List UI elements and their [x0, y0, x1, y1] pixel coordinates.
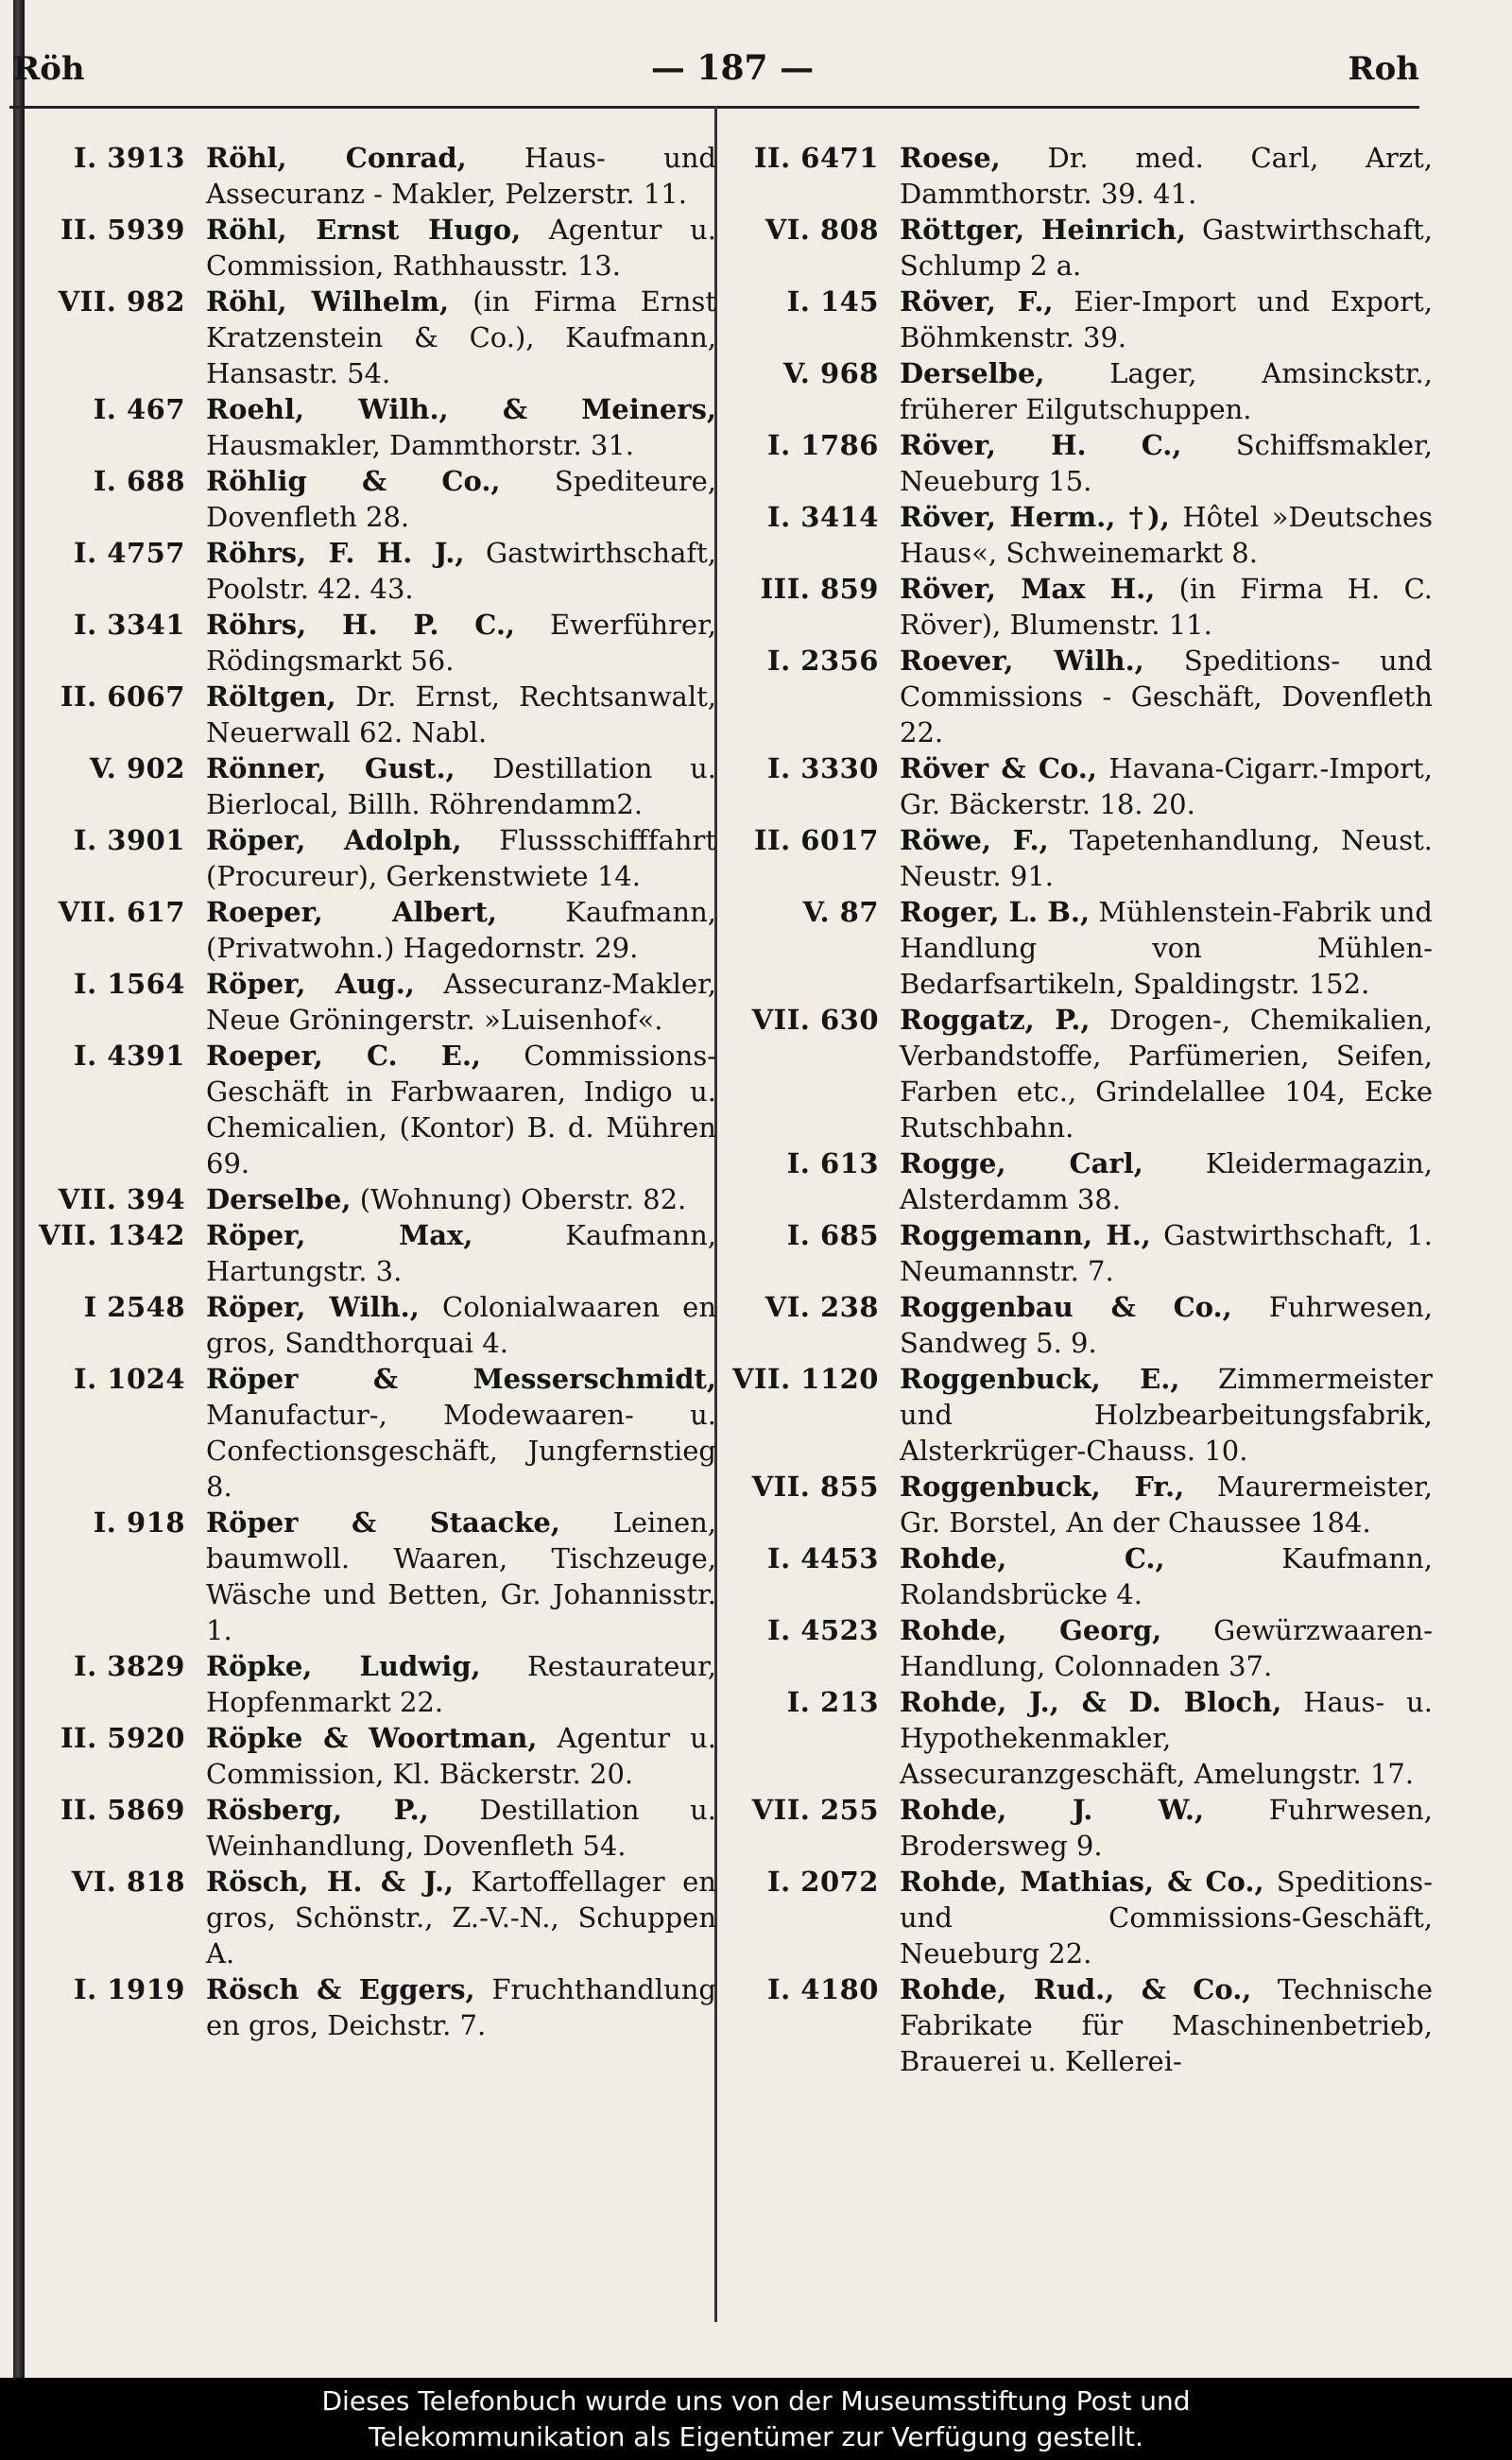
entry-name: Rösch & Eggers,	[206, 1973, 475, 2005]
entry-text	[900, 212, 1433, 284]
entry-text	[900, 571, 1433, 643]
left-column	[17, 140, 716, 2043]
directory-entry	[726, 571, 1433, 643]
entry-name: Röper & Staacke,	[206, 1506, 560, 1539]
entry-details: (Wohnung) Oberstr. 82.	[351, 1183, 687, 1215]
entry-details: Speditions- und Commissions - Geschäft, Dovenfleth 22.	[900, 645, 1433, 748]
entry-details: Mühlenstein-Fabrik und Handlung von Mühlen-Bedarfsartikeln, Spaldingstr. 152.	[900, 896, 1433, 1000]
entry-details: Havana-Cigarr.-Import, Gr. Bäckerstr. 18. 20.	[900, 752, 1433, 820]
entry-details: Dr. Ernst, Rechtsanwalt, Neuerwall 62. Nabl.	[206, 680, 716, 748]
directory-entry	[17, 679, 716, 750]
entry-name: Röttger, Heinrich,	[900, 214, 1187, 246]
directory-entry	[17, 391, 716, 463]
directory-entry	[726, 822, 1433, 894]
entry-details: Gastwirthschaft, 1. Neumannstr. 7.	[900, 1219, 1433, 1287]
entry-details: Kaufmann, Rolandsbrücke 4.	[900, 1542, 1433, 1610]
entry-name: Röltgen,	[206, 680, 336, 713]
directory-entry	[726, 1145, 1433, 1217]
entry-details: Fuhrwesen, Brodersweg 9.	[900, 1794, 1433, 1862]
entry-name: Rohde, J. W.,	[900, 1794, 1205, 1826]
entry-text	[206, 1720, 716, 1792]
directory-entry	[17, 750, 716, 822]
directory-entry	[726, 427, 1433, 499]
phone-number: I. 688	[93, 465, 185, 497]
entry-text	[206, 607, 716, 679]
entry-name: Derselbe,	[900, 357, 1045, 389]
directory-entry	[726, 643, 1433, 750]
entry-details: Gewürzwaaren-Handlung, Colonnaden 37.	[900, 1614, 1433, 1682]
entry-text	[900, 894, 1433, 1002]
entry-details: Colonialwaaren en gros, Sandthorquai 4.	[206, 1291, 716, 1359]
entry-text	[206, 1361, 716, 1505]
entry-text	[206, 750, 716, 822]
entry-name: Derselbe,	[206, 1183, 352, 1215]
directory-entry	[17, 212, 716, 284]
directory-entry	[726, 1612, 1433, 1684]
directory-entry	[726, 1217, 1433, 1289]
directory-entry	[726, 1469, 1433, 1540]
entry-text	[900, 643, 1433, 750]
phone-number: I. 3330	[767, 752, 879, 784]
directory-entry	[17, 140, 716, 212]
directory-entry	[17, 966, 716, 1038]
directory-entry	[726, 140, 1433, 212]
directory-entry	[726, 894, 1433, 1002]
entry-name: Röhrs, H. P. C.,	[206, 609, 516, 641]
entry-details: Kleidermagazin, Alsterdamm 38.	[900, 1147, 1433, 1215]
footer-line-2: Telekommunikation als Eigentümer zur Verfügung gestellt.	[369, 2421, 1143, 2452]
entry-text	[900, 427, 1433, 499]
phone-number: I. 4180	[767, 1973, 879, 2005]
entry-name: Rösch, H. & J.,	[206, 1866, 455, 1898]
entry-name: Röper, Adolph,	[206, 824, 462, 856]
phone-number: VII. 855	[751, 1471, 879, 1503]
phone-number: I. 4391	[74, 1040, 185, 1072]
directory-entry	[726, 1002, 1433, 1145]
entry-details: Flussschifffahrt (Procureur), Gerkenstwiete 14.	[206, 824, 716, 892]
entry-text	[900, 1289, 1433, 1361]
entry-details: Commissions-Geschäft in Farbwaaren, Indigo u. Chemicalien, (Kontor) B. d. Mühren 69.	[206, 1040, 716, 1179]
entry-name: Roggenbuck, E.,	[900, 1363, 1180, 1395]
directory-entry	[726, 1971, 1433, 2079]
entry-details: Agentur u. Commission, Kl. Bäckerstr. 20.	[206, 1722, 717, 1790]
directory-entry	[726, 1864, 1433, 1971]
entry-details: Haus- und Assecuranz - Makler, Pelzerstr. 11.	[206, 142, 716, 210]
entry-details: Speditions- und Commissions-Geschäft, Neueburg 22.	[900, 1866, 1433, 1970]
entry-text	[900, 1145, 1433, 1217]
directory-entry	[17, 1289, 716, 1361]
entry-name: Roggemann, H.,	[900, 1219, 1151, 1251]
entry-details: Technische Fabrikate für Maschinenbetrieb, Brauerei u. Kellerei-	[900, 1973, 1433, 2077]
phone-number: VII. 982	[58, 285, 185, 318]
entry-name: Röpke, Ludwig,	[206, 1650, 481, 1682]
directory-entry	[17, 1217, 716, 1289]
phone-number: II. 6017	[753, 824, 879, 856]
entry-name: Röver, Max H.,	[900, 573, 1156, 605]
header-left-keyword: Röh	[13, 50, 85, 88]
phone-number: I. 1024	[74, 1363, 185, 1395]
entry-name: Roese,	[900, 142, 1001, 174]
phone-number: VII. 630	[751, 1004, 879, 1036]
phone-number: II. 6471	[753, 142, 879, 174]
phone-number: VII. 1342	[38, 1219, 185, 1251]
entry-text	[900, 140, 1433, 212]
entry-details: Lager, Amsinckstr., früherer Eilgutschuppen.	[900, 357, 1433, 425]
phone-number: I. 3414	[767, 501, 879, 533]
phone-number: I. 3913	[74, 142, 185, 174]
entry-details: Destillation u. Bierlocal, Billh. Röhrendamm2.	[206, 752, 716, 820]
entry-text	[206, 1505, 716, 1648]
entry-text	[900, 499, 1433, 571]
entry-text	[206, 894, 716, 966]
entry-text	[900, 1361, 1433, 1469]
directory-entry	[17, 1505, 716, 1648]
entry-details: Eier-Import und Export, Böhmkenstr. 39.	[900, 285, 1433, 353]
entry-name: Röhrs, F. H. J.,	[206, 537, 465, 569]
entry-text	[206, 463, 716, 535]
entry-text	[206, 679, 716, 750]
phone-number: I. 3901	[74, 824, 185, 856]
phone-number: I. 685	[786, 1219, 879, 1251]
entry-text	[900, 1217, 1433, 1289]
entry-name: Roeper, Albert,	[206, 896, 498, 928]
entry-text	[900, 750, 1433, 822]
page-header	[0, 43, 1512, 99]
entry-name: Rohde, C.,	[900, 1542, 1165, 1574]
directory-entry	[726, 1289, 1433, 1361]
entry-name: Roggatz, P.,	[900, 1004, 1091, 1036]
entry-name: Roeper, C. E.,	[206, 1040, 482, 1072]
phone-number: VI. 238	[765, 1291, 879, 1323]
entry-details: Drogen-, Chemikalien, Verbandstoffe, Parfümerien, Seifen, Farben etc., Grindelallee 104, Ecke Rutschbahn.	[900, 1004, 1434, 1144]
phone-number: VI. 808	[765, 214, 879, 246]
page-number: — 187 —	[650, 48, 815, 88]
entry-details: Manufactur-, Modewaaren- u. Confectionsgeschäft, Jungfernstieg 8.	[206, 1399, 716, 1503]
entry-name: Röper, Aug.,	[206, 968, 415, 1000]
entry-details: Agentur u. Commission, Rathhausstr. 13.	[206, 214, 716, 282]
entry-name: Rohde, Mathias, & Co.,	[900, 1866, 1264, 1898]
entry-name: Röver, Herm., †),	[900, 501, 1170, 533]
phone-number: I. 467	[93, 393, 185, 425]
entry-name: Rohde, J., & D. Bloch,	[900, 1686, 1282, 1718]
entry-text	[206, 1792, 716, 1864]
directory-entry	[726, 499, 1433, 571]
entry-name: Röver & Co.,	[900, 752, 1097, 784]
directory-entry	[17, 535, 716, 607]
directory-entry	[17, 463, 716, 535]
entry-text	[206, 391, 716, 463]
directory-entry	[726, 212, 1433, 284]
entry-name: Röhl, Ernst Hugo,	[206, 214, 522, 246]
directory-entry	[726, 1361, 1433, 1469]
entry-text	[900, 1002, 1433, 1145]
entry-text	[900, 355, 1433, 427]
entry-text	[206, 1289, 716, 1361]
entry-text	[900, 1971, 1433, 2079]
entry-name: Röper, Wilh.,	[206, 1291, 420, 1323]
entry-text	[206, 1038, 716, 1181]
phone-number: I. 145	[786, 285, 879, 318]
entry-text	[206, 1971, 716, 2043]
entry-name: Röper, Max,	[206, 1219, 473, 1251]
entry-details: Gastwirthschaft, Schlump 2 a.	[900, 214, 1433, 282]
entry-text	[206, 1864, 716, 1971]
entry-details: Hausmakler, Dammthorstr. 31.	[206, 429, 635, 461]
entry-name: Rohde, Georg,	[900, 1614, 1162, 1646]
directory-entry	[17, 607, 716, 679]
entry-details: Fuhrwesen, Sandweg 5. 9.	[900, 1291, 1433, 1359]
entry-name: Roehl, Wilh., & Meiners,	[206, 393, 716, 425]
directory-entry	[17, 1720, 716, 1792]
footer-line-1: Dieses Telefonbuch wurde uns von der Museumsstiftung Post und	[321, 2385, 1191, 2417]
entry-name: Röpke & Woortman,	[206, 1722, 538, 1754]
phone-number: V. 968	[782, 357, 879, 389]
phone-number: I. 4523	[767, 1614, 879, 1646]
phone-number: I. 4453	[767, 1542, 879, 1574]
phone-number: VII. 617	[58, 896, 185, 928]
entry-details: Dr. med. Carl, Arzt, Dammthorstr. 39. 41.	[900, 142, 1433, 210]
directory-entry	[17, 1971, 716, 2043]
phone-number: VII. 394	[58, 1183, 185, 1215]
directory-entry	[726, 355, 1433, 427]
entry-details: Kaufmann, (Privatwohn.) Hagedornstr. 29.	[206, 896, 716, 964]
entry-name: Roger, L. B.,	[900, 896, 1091, 928]
entry-text	[206, 822, 716, 894]
entry-details: Maurermeister, Gr. Borstel, An der Chaussee 184.	[900, 1471, 1433, 1539]
entry-text	[900, 1792, 1433, 1864]
entry-text	[206, 535, 716, 607]
phone-number: I. 1786	[767, 429, 879, 461]
entry-name: Röver, H. C.,	[900, 429, 1182, 461]
directory-entry	[17, 1038, 716, 1181]
phone-number: II. 5939	[60, 214, 185, 246]
entry-text	[206, 212, 716, 284]
entry-text	[206, 1181, 716, 1217]
entry-name: Röwe, F.,	[900, 824, 1049, 856]
directory-entry	[17, 1792, 716, 1864]
directory-entry	[17, 284, 716, 391]
entry-text	[206, 140, 716, 212]
phone-number: V. 902	[89, 752, 185, 784]
phone-number: I. 918	[93, 1506, 185, 1539]
entry-details: Tapetenhandlung, Neust. Neustr. 91.	[900, 824, 1433, 892]
right-column	[726, 140, 1433, 2079]
phone-number: I. 213	[786, 1686, 879, 1718]
phone-number: I 2548	[83, 1291, 185, 1323]
entry-text	[900, 1612, 1433, 1684]
entry-details: Zimmermeister und Holzbearbeitungsfabrik, Alsterkrüger-Chauss. 10.	[900, 1363, 1433, 1467]
phone-number: I. 3341	[74, 609, 185, 641]
directory-entry	[17, 1361, 716, 1505]
entry-details: Gastwirthschaft, Poolstr. 42. 43.	[206, 537, 716, 605]
phone-number: II. 6067	[60, 680, 185, 713]
entry-name: Röhl, Wilhelm,	[206, 285, 450, 318]
entry-details: Spediteure, Dovenfleth 28.	[206, 465, 716, 533]
entry-text	[900, 284, 1433, 355]
directory-entry	[17, 822, 716, 894]
phone-number: I. 1564	[74, 968, 185, 1000]
entry-details: Destillation u. Weinhandlung, Dovenfleth 54.	[206, 1794, 716, 1862]
entry-details: Kaufmann, Hartungstr. 3.	[206, 1219, 716, 1287]
directory-entry	[726, 750, 1433, 822]
entry-details: Schiffsmakler, Neueburg 15.	[900, 429, 1433, 497]
entry-name: Roggenbuck, Fr.,	[900, 1471, 1185, 1503]
entry-name: Rogge, Carl,	[900, 1147, 1143, 1179]
header-right-keyword: Roh	[1348, 50, 1419, 88]
entry-details: Fruchthandlung en gros, Deichstr. 7.	[206, 1973, 716, 2041]
entry-name: Rohde, Rud., & Co.,	[900, 1973, 1252, 2005]
entry-name: Röver, F.,	[900, 285, 1054, 318]
phone-number: VI. 818	[71, 1866, 185, 1898]
entry-text	[206, 1217, 716, 1289]
directory-entry	[17, 1648, 716, 1720]
entry-details: (in Firma H. C. Röver), Blumenstr. 11.	[900, 573, 1433, 641]
entry-name: Roever, Wilh.,	[900, 645, 1144, 677]
directory-entry	[726, 284, 1433, 355]
phone-number: II. 5869	[60, 1794, 185, 1826]
phone-number: I. 3829	[74, 1650, 185, 1682]
directory-entry	[17, 894, 716, 966]
phone-number: III. 859	[760, 573, 879, 605]
directory-entry	[726, 1684, 1433, 1792]
phone-number: VII. 255	[751, 1794, 879, 1826]
phone-number: I. 613	[786, 1147, 879, 1179]
entry-details: Restaurateur, Hopfenmarkt 22.	[206, 1650, 716, 1718]
directory-entry	[726, 1540, 1433, 1612]
phone-number: II. 5920	[60, 1722, 185, 1754]
entry-text	[900, 1864, 1433, 1971]
entry-details: Kartoffellager en gros, Schönstr., Z.-V.-N., Schuppen A.	[206, 1866, 716, 1970]
entry-text	[900, 1684, 1433, 1792]
phone-number: I. 2356	[767, 645, 879, 677]
phone-number: V. 87	[802, 896, 879, 928]
entry-text	[206, 1648, 716, 1720]
footer-notice	[0, 2378, 1512, 2460]
directory-entry	[17, 1181, 716, 1217]
entry-details: Hôtel »Deutsches Haus«, Schweinemarkt 8.	[900, 501, 1433, 569]
phone-number: VII. 1120	[731, 1363, 879, 1395]
entry-name: Rösberg, P.,	[206, 1794, 429, 1826]
phone-number: I. 4757	[74, 537, 185, 569]
entry-text	[206, 966, 716, 1038]
entry-details: (in Firma Ernst Kratzenstein & Co.), Kaufmann, Hansastr. 54.	[206, 285, 716, 389]
entry-name: Röhlig & Co.,	[206, 465, 501, 497]
entry-details: Ewerführer, Rödingsmarkt 56.	[206, 609, 716, 677]
entry-text	[900, 822, 1433, 894]
entry-name: Röper & Messerschmidt,	[206, 1363, 716, 1395]
entry-name: Röhl, Conrad,	[206, 142, 467, 174]
entry-text	[900, 1469, 1433, 1540]
entry-text	[206, 284, 716, 391]
phone-number: I. 1919	[74, 1973, 185, 2005]
entry-details: Leinen, baumwoll. Waaren, Tischzeuge, Wäsche und Betten, Gr. Johannisstr. 1.	[206, 1506, 717, 1646]
entry-text	[900, 1540, 1433, 1612]
directory-entry	[17, 1864, 716, 1971]
entry-details: Assecuranz-Makler, Neue Gröningerstr. »Luisenhof«.	[206, 968, 716, 1036]
phone-number: I. 2072	[767, 1866, 879, 1898]
entry-name: Rönner, Gust.,	[206, 752, 455, 784]
directory-entry	[726, 1792, 1433, 1864]
entry-name: Roggenbau & Co.,	[900, 1291, 1232, 1323]
entry-details: Haus- u. Hypothekenmakler, Assecuranzgeschäft, Amelungstr. 17.	[900, 1686, 1433, 1790]
